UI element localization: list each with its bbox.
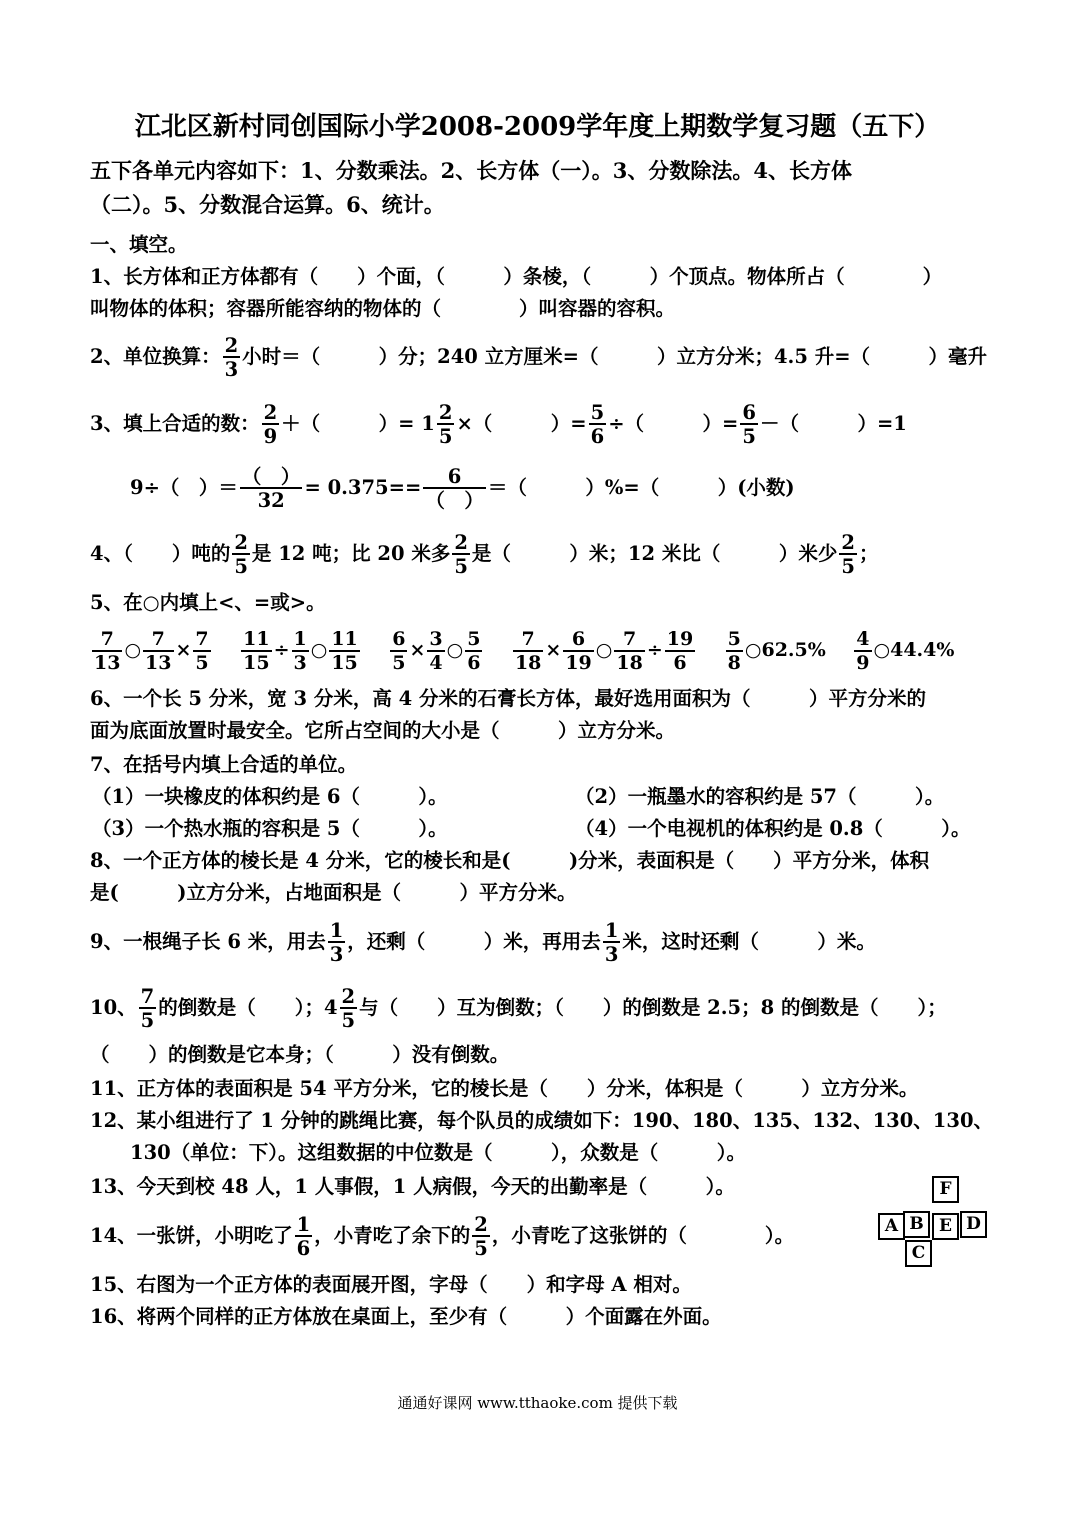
question-10-line-1 xyxy=(90,982,947,1034)
operator: × xyxy=(175,639,192,661)
fraction: $\frac{5}{6}$ xyxy=(590,400,605,448)
cube-face-e: E xyxy=(932,1213,959,1240)
q10-text: 10、 xyxy=(90,996,137,1019)
question-12-line-2: 130（单位：下）。这组数据的中位数是（ ），众数是（ ）。 xyxy=(130,1141,746,1164)
q10-text: 的倒数是（ ）；4 xyxy=(158,996,338,1019)
q3-text: 9÷（ ）＝ xyxy=(130,476,238,499)
q14-text: 14、一张饼，小明吃了 xyxy=(90,1224,293,1247)
question-8-line-1: 8、一个正方体的棱长是 4 分米，它的棱长和是( )分米，表面积是（ ）平方分米，体积 xyxy=(90,849,930,872)
fraction: $\frac{7}{13}$ xyxy=(94,627,121,674)
question-1-line-2: 叫物体的体积；容器所能容纳的物体的（ ）叫容器的容积。 xyxy=(90,297,676,320)
question-10-line-2: （ ）的倒数是它本身；（ ）没有倒数。 xyxy=(90,1043,510,1066)
q4-text: ； xyxy=(858,542,879,565)
fraction: $\frac{2}{3}$ xyxy=(224,333,239,381)
q2-prefix: 2、单位换算： xyxy=(90,345,221,368)
q4-text: 是 12 吨；比 20 米多 xyxy=(251,542,451,565)
question-13: 13、今天到校 48 人，1 人事假，1 人病假，今天的出勤率是（ ）。 xyxy=(90,1175,735,1198)
fraction: $\frac{7}{5}$ xyxy=(195,627,209,674)
question-7-item-1: （1）一块橡皮的体积约是 6（ ）。 xyxy=(92,785,448,808)
question-14 xyxy=(90,1210,794,1262)
compare-circle: ○ xyxy=(310,639,328,661)
question-4 xyxy=(90,528,878,580)
q5-text: ○62.5% xyxy=(744,639,826,661)
q3-text: = 0.375== xyxy=(304,476,422,499)
fraction: $\frac{11}{15}$ xyxy=(243,627,270,674)
q5-text: ○44.4% xyxy=(873,639,955,661)
fraction: $\frac{2}{5}$ xyxy=(234,530,248,578)
question-7-heading: 7、在括号内填上合适的单位。 xyxy=(90,753,358,776)
q3-prefix: 3、填上合适的数： xyxy=(90,412,260,435)
page-title: 江北区新村同创国际小学2008-2009学年度上期数学复习题（五下） xyxy=(134,112,941,142)
question-15: 15、右图为一个正方体的表面展开图，字母（ ）和字母 A 相对。 xyxy=(90,1273,692,1296)
fraction: $\frac{11}{15}$ xyxy=(331,627,358,674)
question-5-comparisons xyxy=(90,624,954,676)
q3-text: －（ ）=1 xyxy=(759,412,907,435)
compare-circle: ○ xyxy=(595,639,613,661)
question-9 xyxy=(90,916,876,968)
section-heading: 一、填空。 xyxy=(90,233,188,256)
question-7-item-2: （2）一瓶墨水的容积约是 57（ ）。 xyxy=(575,785,945,808)
compare-circle: ○ xyxy=(124,639,142,661)
intro-line-2: （二）。5、分数混合运算。6、统计。 xyxy=(90,192,445,217)
fraction: $\frac{7}{13}$ xyxy=(145,627,172,674)
fraction: $\frac{2}{5}$ xyxy=(438,400,453,448)
fraction: $\frac{6}{5}$ xyxy=(392,627,406,674)
fraction: $\frac{1}{3}$ xyxy=(293,627,307,674)
question-2 xyxy=(90,332,987,382)
cube-face-a: A xyxy=(878,1213,905,1240)
fraction: $\frac{3}{4}$ xyxy=(429,627,443,674)
footer: 通通好课网 www.tthaoke.com 提供下载 xyxy=(397,1394,678,1412)
fraction: $\frac{4}{9}$ xyxy=(856,627,870,674)
fraction: $\frac{19}{6}$ xyxy=(666,627,694,674)
question-6-line-1: 6、一个长 5 分米，宽 3 分米，高 4 分米的石膏长方体，最好选用面积为（ ）平方分米的 xyxy=(90,687,927,710)
fraction: $\frac{( )}{32}$ xyxy=(241,464,301,512)
fraction: $\frac{2}{5}$ xyxy=(474,1212,488,1260)
cube-net-figure xyxy=(872,1176,992,1276)
question-7-item-4: （4）一个电视机的体积约是 0.8（ ）。 xyxy=(575,817,971,840)
fraction: $\frac{7}{18}$ xyxy=(514,627,542,674)
q4-text: 是（ ）米；12 米比（ ）米少 xyxy=(471,542,838,565)
cube-face-b: B xyxy=(903,1211,930,1238)
q4-text: 4、（ ）吨的 xyxy=(90,542,231,565)
fraction: $\frac{2}{5}$ xyxy=(341,984,356,1032)
fraction: $\frac{6}{5}$ xyxy=(742,400,756,448)
fraction: $\frac{5}{8}$ xyxy=(727,627,741,674)
question-3-line-2 xyxy=(130,462,795,514)
fraction: $\frac{1}{3}$ xyxy=(329,918,344,966)
fraction: $\frac{5}{6}$ xyxy=(467,627,481,674)
q2-suffix: 小时＝（ ）分；240 立方厘米=（ ）立方分米；4.5 升=（ ）毫升 xyxy=(242,345,988,368)
question-8-line-2: 是( )立方分米，占地面积是（ ）平方分米。 xyxy=(90,881,577,904)
fraction: $\frac{7}{18}$ xyxy=(616,627,643,674)
q3-text: ÷（ ）= xyxy=(608,412,739,435)
fraction: $\frac{2}{5}$ xyxy=(841,530,855,578)
q10-text: 与（ ）互为倒数；（ ）的倒数是 2.5；8 的倒数是（ ）； xyxy=(359,996,947,1019)
q9-text: ，还剩（ ）米，再用去 xyxy=(347,930,601,953)
q3-text: ＋（ ）= 1 xyxy=(281,412,435,435)
operator: × xyxy=(409,639,426,661)
q14-text: ，小青吃了这张饼的（ ）。 xyxy=(491,1224,795,1247)
q3-text: ×（ ）= xyxy=(456,412,587,435)
fraction: $\frac{6}{19}$ xyxy=(565,627,592,674)
operator: ÷ xyxy=(646,639,663,661)
question-3-line-1 xyxy=(90,398,907,450)
question-11: 11、正方体的表面积是 54 平方分米，它的棱长是（ ）分米，体积是（ ）立方分米。 xyxy=(90,1077,919,1100)
fraction: $\frac{1}{6}$ xyxy=(296,1212,311,1260)
cube-face-f: F xyxy=(932,1176,959,1203)
operator: ÷ xyxy=(273,639,290,661)
question-1-line-1: 1、长方体和正方体都有（ ）个面，（ ）条棱，（ ）个顶点。物体所占（ ） xyxy=(90,265,943,288)
cube-face-d: D xyxy=(960,1211,987,1238)
fraction: $\frac{7}{5}$ xyxy=(140,984,155,1032)
question-7-item-3: （3）一个热水瓶的容积是 5（ ）。 xyxy=(92,817,448,840)
fraction: $\frac{1}{3}$ xyxy=(604,918,619,966)
question-16: 16、将两个同样的正方体放在桌面上，至少有（ ）个面露在外面。 xyxy=(90,1305,722,1328)
question-6-line-2: 面为底面放置时最安全。它所占空间的大小是（ ）立方分米。 xyxy=(90,719,676,742)
intro-line-1: 五下各单元内容如下：1、分数乘法。2、长方体（一）。3、分数除法。4、长方体 xyxy=(90,158,852,183)
cube-face-c: C xyxy=(905,1240,932,1267)
q9-text: 9、一根绳子长 6 米，用去 xyxy=(90,930,326,953)
question-12-line-1: 12、某小组进行了 1 分钟的跳绳比赛，每个队员的成绩如下：190、180、135、132、130、130、 xyxy=(90,1109,994,1132)
q9-text: 米，这时还剩（ ）米。 xyxy=(622,930,876,953)
fraction: $\frac{2}{9}$ xyxy=(263,400,278,448)
q14-text: ，小青吃了余下的 xyxy=(314,1224,471,1247)
fraction: $\frac{6}{( )}$ xyxy=(425,464,484,512)
q3-text: ＝（ ）%=（ ）(小数) xyxy=(487,476,795,499)
operator: × xyxy=(545,639,562,661)
question-5-heading: 5、在○内填上<、=或>。 xyxy=(90,591,326,614)
compare-circle: ○ xyxy=(446,639,464,661)
fraction: $\frac{2}{5}$ xyxy=(454,530,468,578)
